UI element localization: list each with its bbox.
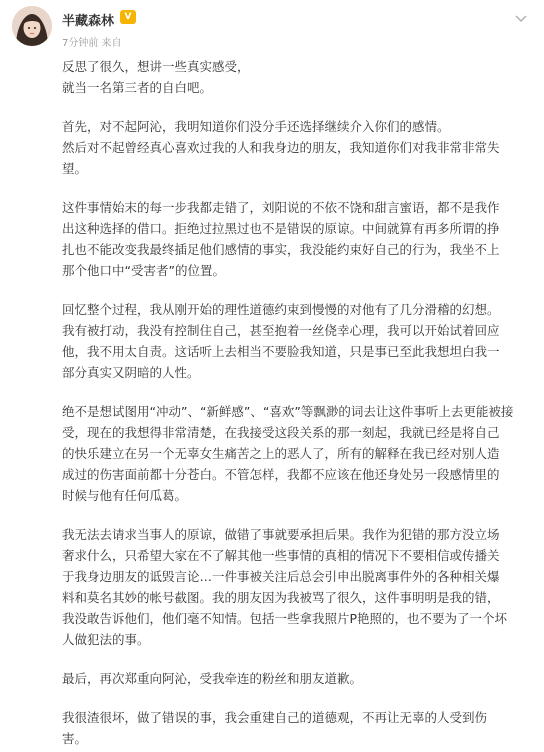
paragraph-gap: [62, 650, 528, 668]
post-line: 扎也不能改变我最终插足他们感情的事实，我没能约束好自己的行为，我坐不上: [62, 242, 500, 257]
post-line: 受，现在的我想得非常清楚，在我接受这段关系的那一刻起，我就已经是将自己: [62, 425, 500, 440]
verified-badge-icon: V: [120, 10, 136, 24]
post-paragraph: [62, 524, 528, 650]
paragraph-gap: [62, 98, 528, 116]
username[interactable]: 半藏森林: [62, 14, 115, 29]
post-paragraph: [62, 116, 528, 179]
paragraph-gap: [62, 506, 528, 524]
post-line: 回忆整个过程，我从刚开始的理性道德约束到慢慢的对他有了几分滑稽的幻想。: [62, 302, 500, 317]
post-line: 然后对不起曾经真心喜欢过我的人和我身边的朋友，我知道你们对我非常非常失: [62, 140, 500, 155]
post-line: 料和莫名其妙的帐号截图。我的朋友因为我被骂了很久，这件事明明是我的错，: [62, 590, 500, 605]
post-body: [62, 56, 528, 749]
post-line: 成过的伤害面前都十分苍白。不管怎样，我都不应该在他还身处另一段感情里的: [62, 467, 500, 482]
post-line: 这件事情始末的每一步我都走错了，刘阳说的不依不饶和甜言蜜语，都不是我作: [62, 200, 500, 215]
paragraph-gap: [62, 179, 528, 197]
post-line: 反思了很久，想讲一些真实感受，: [62, 59, 250, 74]
post-line: 绝不是想试图用“冲动”、“新鲜感”、“喜欢”等飘渺的词去让这件事听上去更能被接: [62, 404, 514, 419]
post-line: 奢求什么，只希望大家在不了解其他一些事情的真相的情况下不要相信或传播关: [62, 548, 500, 563]
post-line: 首先，对不起阿沁，我明知道你们没分手还选择继续介入你们的感情。: [62, 119, 450, 134]
post-header: [0, 0, 544, 56]
paragraph-gap: [62, 383, 528, 401]
post-meta: 7分钟前 来自: [62, 38, 122, 49]
post-line: 害。: [62, 731, 88, 746]
post-line: 就当一名第三者的自白吧。: [62, 80, 213, 95]
post-paragraph: [62, 299, 528, 383]
post-line: 他，我不用太自责。这话听上去相当不要脸我知道，只是事已至此我想坦白我一: [62, 344, 500, 359]
post-line: 出这种选择的借口。拒绝过拉黑过也不是错误的原谅。中间就算有再多所谓的挣: [62, 221, 500, 236]
post-paragraph: [62, 668, 528, 689]
chevron-down-icon[interactable]: [514, 12, 528, 26]
avatar[interactable]: [12, 6, 52, 46]
avatar-photo: [12, 6, 52, 46]
post-line: 人做犯法的事。: [62, 632, 150, 647]
post-line: 部分真实又阴暗的人性。: [62, 365, 200, 380]
post-line: 我无法去请求当事人的原谅，做错了事就要承担后果。我作为犯错的那方没立场: [62, 527, 500, 542]
post-line: 我很渣很坏，做了错误的事，我会重建自己的道德观，不再让无辜的人受到伤: [62, 710, 488, 725]
post-line: 望。: [62, 161, 88, 176]
post-line: 最后，再次郑重向阿沁，受我牵连的粉丝和朋友道歉。: [62, 671, 363, 686]
post-line: 的快乐建立在另一个无辜女生痛苦之上的恶人了，所有的解释在我已经对别人造: [62, 446, 500, 461]
paragraph-gap: [62, 689, 528, 707]
post-paragraph: [62, 197, 528, 281]
post-line: 我没敢告诉他们，他们毫不知情。包括一些拿我照片P艳照的，也不要为了一个坏: [62, 611, 508, 626]
post-paragraph: [62, 401, 528, 506]
post-line: 时候与他有任何瓜葛。: [62, 488, 188, 503]
post-paragraph: [62, 56, 528, 98]
paragraph-gap: [62, 281, 528, 299]
post-line: 那个他口中“受害者”的位置。: [62, 263, 225, 278]
post-line: 于我身边朋友的诋毁言论…一件事被关注后总会引申出脱离事件外的各种相关爆: [62, 569, 500, 584]
post-paragraph: [62, 707, 528, 749]
post-line: 我有被打动，我没有控制住自己，甚至抱着一丝侥幸心理，我可以开始试着回应: [62, 323, 500, 338]
